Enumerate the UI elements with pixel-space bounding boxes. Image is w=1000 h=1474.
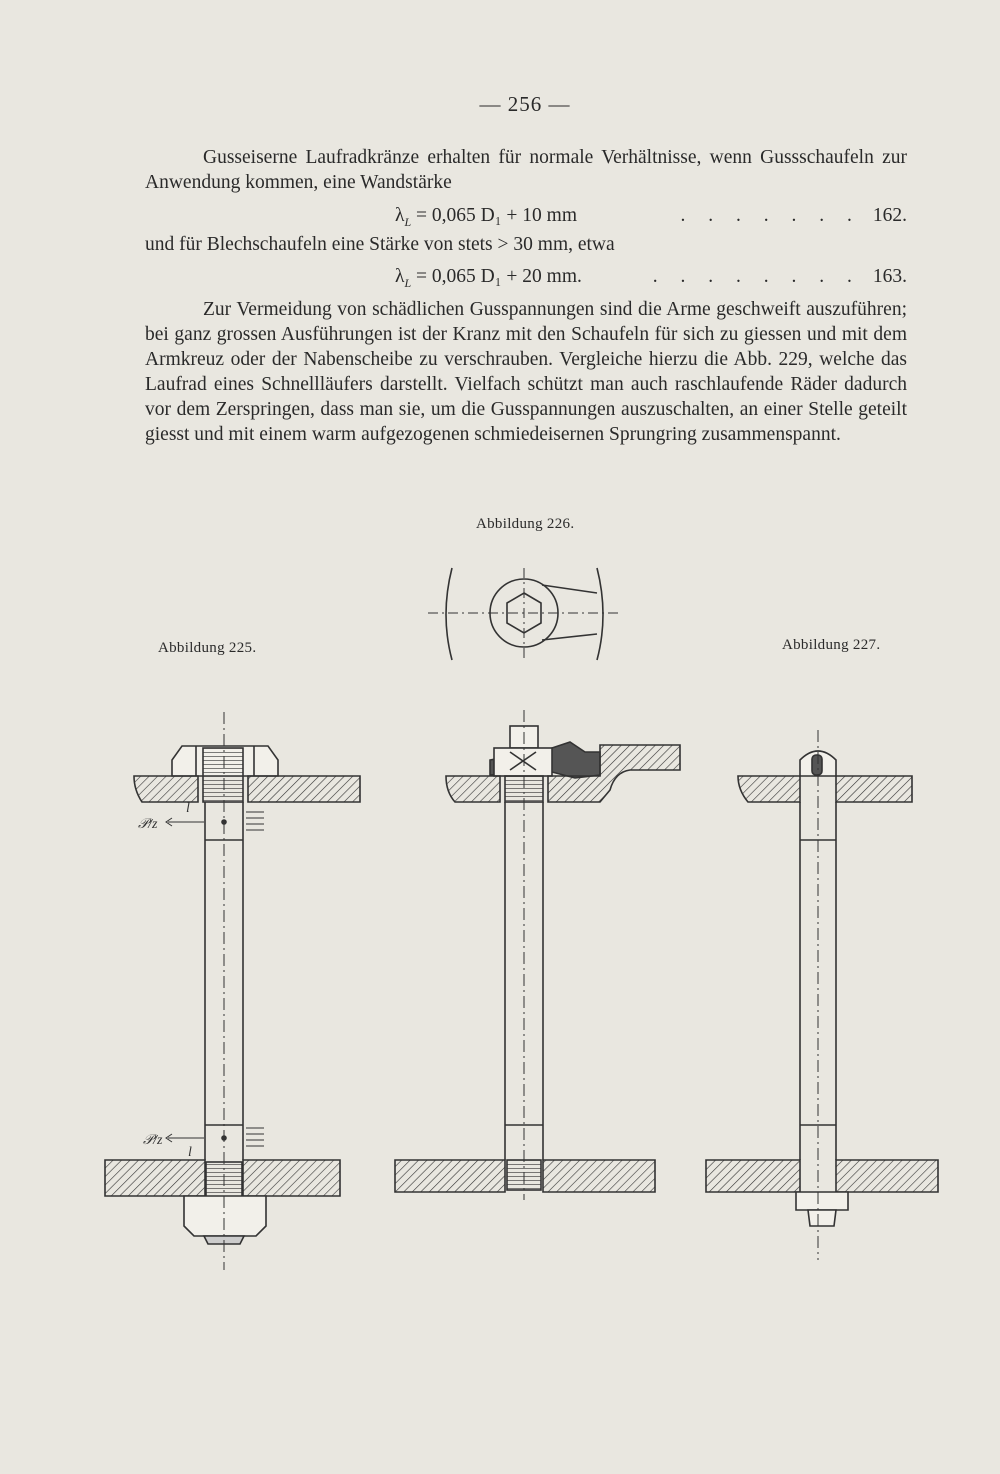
- fig225-force-label-bottom: 𝒫/z: [143, 1133, 163, 1148]
- formula-162-expression: $\lambda_L = 0,065$ D₁ + 10 mm: [395, 205, 577, 229]
- caption-figure-226: Abbildung 226.: [476, 516, 575, 532]
- fig226-right-rim: [597, 568, 603, 660]
- fig225-lower-plate-left: [105, 1160, 205, 1196]
- figure-227: [706, 730, 938, 1260]
- fig225-bottom-nut: [184, 1196, 266, 1236]
- figure-226: [428, 568, 620, 660]
- fig225-upper-plate-right: [248, 776, 360, 802]
- fig225-l-label-bottom: l: [188, 1145, 192, 1160]
- formula-162-number: 162.: [872, 205, 907, 226]
- paragraph-2: und für Blechschaufeln eine Stärke von stets > 30 mm, etwa: [145, 234, 615, 255]
- caption-figure-227: Abbildung 227.: [782, 637, 881, 653]
- fig225-lower-plate-right: [243, 1160, 340, 1196]
- fig225-force-label-top: 𝒫/z: [138, 817, 158, 832]
- fig226-left-rim: [446, 568, 452, 660]
- figure-225: [105, 712, 360, 1270]
- formula-163-expression: $\lambda_L = 0,065$ D₁ + 20 mm.: [395, 266, 582, 290]
- formula-162-dots: . . . . . . .: [680, 205, 861, 226]
- fig225-l-label-top: l: [186, 801, 190, 816]
- caption-figure-225: Abbildung 225.: [158, 640, 257, 656]
- paragraph-1: Gusseiserne Laufradkränze erhalten für normale Verhältnisse, wenn Gussschaufeln zur Anwendung kommen, eine Wandstärke: [145, 147, 907, 193]
- paragraph-3: Zur Vermeidung von schädlichen Gusspannungen sind die Arme geschweift auszuführen; bei ganz grossen Ausführungen ist der Kranz mit den Schaufeln für sich zu giessen und mit dem Armkreuz oder der Nabenscheibe zu verschrauben. Vergleiche hierzu die Abb. 229, welche das Laufrad eines Schnellläufers darstellt. Vielfach schützt man auch raschlaufende Räder dadurch vor dem Zerspringen, dass man sie, um die Gusspannungen auszuschalten, an einer Stelle geteilt giesst und mit einem warm aufgezogenen schmiedeisernen Sprungring zusammenspannt.: [145, 299, 907, 445]
- formula-163-dots: . . . . . . . .: [652, 266, 861, 287]
- formula-163-number: 163.: [872, 266, 907, 287]
- page-number: — 256 —: [479, 92, 571, 116]
- fig225-upper-plate-left: [134, 776, 198, 802]
- figure-226-section: [395, 710, 680, 1200]
